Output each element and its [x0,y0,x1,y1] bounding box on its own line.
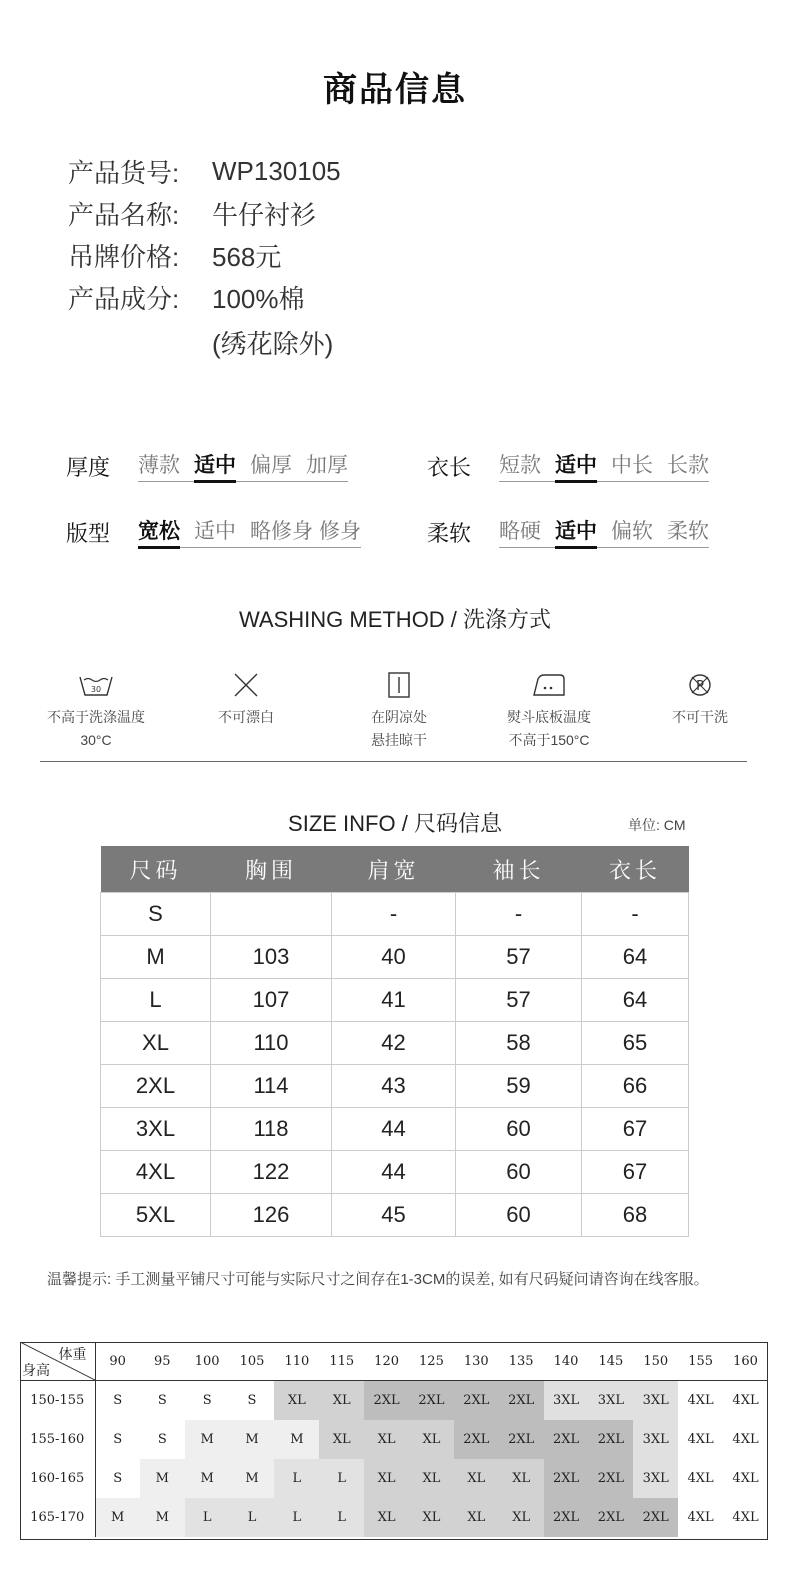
size-cell: 3XL [101,1108,211,1151]
size-cell: 64 [582,936,689,979]
wash-text: 30°C [80,732,112,748]
size-cell: 60 [456,1194,582,1237]
attr-options [138,449,348,482]
attr-name: 柔软 [427,521,472,546]
size-recommendation-cell: 2XL [588,1459,633,1498]
height-label: 155-160 [20,1420,95,1459]
attr-options [499,449,709,482]
svg-text:P: P [696,679,704,694]
size-recommendation-cell: 2XL [544,1459,589,1498]
size-recommendation-cell: S [95,1381,140,1421]
size-recommendation-cell: M [140,1498,185,1537]
size-recommendation-cell: XL [364,1498,409,1537]
attr-option: 适中 [194,520,236,543]
size-cell: 60 [456,1151,582,1194]
info-row-price [68,234,341,276]
divider [40,761,747,762]
size-recommendation-cell: XL [409,1498,454,1537]
size-recommendation-cell: 2XL [588,1498,633,1537]
weight-header: 125 [409,1342,454,1381]
size-recommendation-cell: L [230,1498,275,1537]
size-cell: 118 [211,1108,332,1151]
size-cell [211,893,332,936]
wash-text: 不可干洗 [672,709,728,725]
info-label: 产品成分: [68,283,180,314]
size-recommendation-cell: 4XL [678,1381,723,1421]
column-header: 胸围 [211,846,332,893]
attr-option: 略修身 [250,520,313,543]
weight-header: 105 [230,1342,275,1381]
size-cell: 107 [211,979,332,1022]
attr-option: 长款 [667,454,709,477]
hang-dry-icon [319,668,479,702]
size-recommendation-cell: 2XL [544,1420,589,1459]
attr-name: 厚度 [66,455,111,480]
size-recommendation-cell: M [185,1459,230,1498]
size-recommendation-cell: M [274,1420,319,1459]
info-label: 吊牌价格: [68,241,180,272]
size-recommendation-cell: 4XL [678,1459,723,1498]
size-cell: 66 [582,1065,689,1108]
size-recommendation-cell: 4XL [723,1381,768,1421]
size-recommendation-cell: 4XL [723,1459,768,1498]
size-cell: 57 [456,979,582,1022]
size-recommendation-cell: M [230,1420,275,1459]
size-table [100,846,689,1237]
size-cell: 110 [211,1022,332,1065]
size-cell: 122 [211,1151,332,1194]
size-cell: 58 [456,1022,582,1065]
weight-header: 135 [499,1342,544,1381]
size-row [101,1151,689,1194]
attr-fit [66,515,361,548]
attr-option: 偏厚 [250,454,292,477]
weight-header: 145 [588,1342,633,1381]
corner-weight-label: 体重 [58,1347,87,1363]
info-value: 100%棉 [212,283,305,314]
size-recommendation-cell: L [319,1459,364,1498]
size-recommendation-cell: L [185,1498,230,1537]
size-cell: XL [101,1022,211,1065]
attr-option-selected: 适中 [555,515,597,545]
size-recommendation-cell: M [230,1459,275,1498]
size-recommendation-cell: XL [454,1459,499,1498]
washing-title: WASHING METHOD / 洗涤方式 [238,607,552,632]
size-cell: 67 [582,1108,689,1151]
info-value: WP130105 [212,155,341,186]
size-cell: 45 [332,1194,456,1237]
size-recommendation-cell: 3XL [633,1381,678,1421]
size-cell: 42 [332,1022,456,1065]
no-dry-clean-icon [620,668,780,702]
size-cell: 114 [211,1065,332,1108]
size-recommendation-cell: S [95,1420,140,1459]
measurement-tip: 温馨提示: 手工测量平铺尺寸可能与实际尺寸之间存在1-3CM的误差, 如有尺码疑问请咨询在线客服。 [47,1271,709,1288]
attr-softness [427,515,709,548]
size-table-header [101,846,689,893]
unit-label: 单位: CM [628,817,686,833]
wash-text: 不可漂白 [218,709,274,725]
size-recommendation-cell: S [230,1381,275,1421]
size-cell: 41 [332,979,456,1022]
size-cell: 57 [456,936,582,979]
size-recommendation-cell: XL [319,1420,364,1459]
attr-option: 柔软 [667,520,709,543]
size-recommendation-cell: 2XL [633,1498,678,1537]
wash-text: 悬挂晾干 [371,732,427,748]
attr-option: 修身 [319,520,361,543]
size-row [101,1108,689,1151]
size-recommendation-cell: S [95,1459,140,1498]
info-label: 产品名称: [68,199,180,230]
size-recommendation-cell: 3XL [633,1459,678,1498]
iron-icon [469,668,629,702]
column-header: 尺码 [101,846,211,893]
size-recommendation-cell: M [95,1498,140,1537]
wash-text: 熨斗底板温度 [507,709,591,725]
size-recommendation-cell: 4XL [723,1420,768,1459]
weight-header: 160 [723,1342,768,1381]
size-recommendation-cell: M [185,1420,230,1459]
size-cell: 2XL [101,1065,211,1108]
size-row [101,1194,689,1237]
size-recommendation-cell: L [274,1498,319,1537]
wash-text: 不高于洗涤温度 [47,709,145,725]
size-recommendation-cell: 2XL [544,1498,589,1537]
size-recommendation-cell: XL [499,1498,544,1537]
size-cell: 43 [332,1065,456,1108]
info-value: 牛仔衬衫 [212,199,317,230]
size-recommendation-cell: 2XL [454,1420,499,1459]
size-recommendation-cell: 4XL [678,1498,723,1537]
size-row [101,979,689,1022]
attr-option: 加厚 [306,454,348,477]
size-recommendation-cell: XL [409,1459,454,1498]
size-cell: 126 [211,1194,332,1237]
size-recommendation-cell: 2XL [499,1420,544,1459]
weight-header: 100 [185,1342,230,1381]
attr-option: 中长 [611,454,653,477]
wash-item [469,668,629,752]
wash-text: 在阴凉处 [371,709,427,725]
info-value: 568元 [212,241,282,272]
size-cell: L [101,979,211,1022]
wash-item [620,668,780,729]
wash-item [16,668,176,752]
info-row-name [68,192,341,234]
weight-header: 130 [454,1342,499,1381]
corner-height-label: 身高 [22,1363,50,1379]
info-row-composition [68,276,341,318]
size-recommendation-cell: XL [454,1498,499,1537]
size-recommendation-cell: M [140,1459,185,1498]
attr-options [138,515,361,548]
size-cell: 40 [332,936,456,979]
page-title: 商品信息 [323,71,467,109]
size-info-title: SIZE INFO / 尺码信息 [288,811,502,836]
attr-options [499,515,709,548]
weight-header: 90 [95,1342,140,1381]
size-recommendation-cell: 2XL [588,1420,633,1459]
weight-header: 155 [678,1342,723,1381]
weight-header: 150 [633,1342,678,1381]
size-recommendation-cell: S [140,1420,185,1459]
size-recommendation-cell: 2XL [409,1381,454,1421]
column-header: 肩宽 [332,846,456,893]
size-row [101,1022,689,1065]
no-bleach-icon [166,668,326,702]
weight-header: 115 [319,1342,364,1381]
size-cell: 5XL [101,1194,211,1237]
size-recommendation-cell: S [140,1381,185,1421]
attr-option: 薄款 [138,454,180,477]
size-cell: - [456,893,582,936]
size-recommendation-cell: XL [409,1420,454,1459]
size-recommendation-cell: 4XL [678,1420,723,1459]
size-recommendation-cell: XL [364,1420,409,1459]
size-cell: 68 [582,1194,689,1237]
attr-thickness [66,449,348,482]
size-row [101,1065,689,1108]
height-label: 150-155 [20,1381,95,1421]
size-cell: 4XL [101,1151,211,1194]
size-cell: 65 [582,1022,689,1065]
wash-text: 不高于150°C [508,732,590,748]
size-recommendation-cell: L [274,1459,319,1498]
size-recommendation-cell: 3XL [633,1420,678,1459]
size-cell: - [582,893,689,936]
size-recommendation-cell: XL [274,1381,319,1421]
weight-header: 140 [544,1342,589,1381]
size-recommendation-cell: 2XL [499,1381,544,1421]
wash-item [166,668,326,729]
composition-note: (绣花除外) [212,328,334,359]
size-row [101,893,689,936]
height-label: 165-170 [20,1498,95,1537]
weight-header: 95 [140,1342,185,1381]
size-recommendation-cell: L [319,1498,364,1537]
size-cell: 59 [456,1065,582,1108]
size-recommendation-cell: S [185,1381,230,1421]
height-label: 160-165 [20,1459,95,1498]
size-row [101,936,689,979]
size-cell: 103 [211,936,332,979]
product-info [68,150,341,366]
attr-option: 略硬 [499,520,541,543]
wash-item [319,668,479,752]
attr-option: 偏软 [611,520,653,543]
attr-option-selected: 适中 [555,449,597,479]
attr-name: 衣长 [427,455,472,480]
size-cell: M [101,936,211,979]
attr-option-selected: 宽松 [138,515,180,545]
size-cell: S [101,893,211,936]
svg-text:30: 30 [90,685,102,694]
column-header: 袖长 [456,846,582,893]
size-cell: 44 [332,1108,456,1151]
size-recommendation-cell: XL [499,1459,544,1498]
size-recommendation-cell: 3XL [588,1381,633,1421]
size-recommendation-cell: XL [319,1381,364,1421]
info-row-code [68,150,341,192]
size-recommendation-cell: 4XL [723,1498,768,1537]
size-cell: 44 [332,1151,456,1194]
size-cell: 64 [582,979,689,1022]
attr-option-selected: 适中 [194,449,236,479]
info-label: 产品货号: [68,157,180,188]
size-cell: 60 [456,1108,582,1151]
weight-table-border [20,1342,768,1540]
size-cell: - [332,893,456,936]
size-recommendation-cell: 3XL [544,1381,589,1421]
weight-header: 110 [274,1342,319,1381]
wash-30-icon [16,668,176,702]
attr-name: 版型 [66,521,111,546]
attr-length [427,449,709,482]
size-recommendation-cell: 2XL [364,1381,409,1421]
size-recommendation-cell: XL [364,1459,409,1498]
size-recommendation-cell: 2XL [454,1381,499,1421]
column-header: 衣长 [582,846,689,893]
weight-header: 120 [364,1342,409,1381]
attr-option: 短款 [499,454,541,477]
size-cell: 67 [582,1151,689,1194]
